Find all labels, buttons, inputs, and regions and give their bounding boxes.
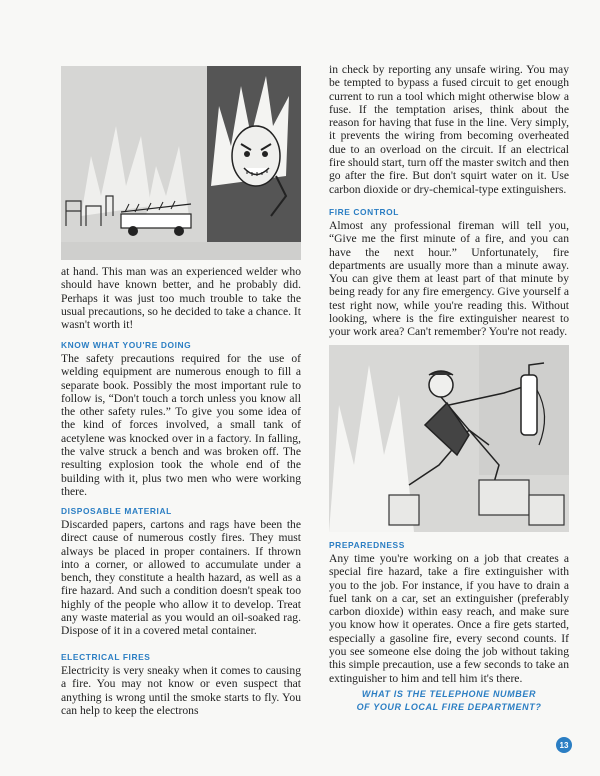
continued-paragraph: in check by reporting any unsafe wiring. You may be tempted to bypass a fused circuit to get enough current to run a tool which might otherwise blow a fuse. If the temptation arises, think about the reason for having that fuse in the line. Very simply, it prevents the wiring from becoming overheated due to an overload on the circuit. If an electrical fire should start, turn off the master switch and then go after the fire. But don't squirt water on it. Use carbon dioxide or dry-chemical-type extinguishers. — [329, 63, 569, 196]
intro-paragraph: at hand. This man was an experienced welder who should have known better, and he probably did. Perhaps it was just too much trouble to take the usual precautions, so he decided to take a chance. It wasn't worth it! — [61, 265, 301, 332]
section-body-fire-control: Almost any professional fireman will tell you, “Give me the first minute of a fire, and you can have the next hour.” Unfortunately, fire departments are usually more than a minute away. You can give them at least part of that minute by being ready for any fire emergency. Give yourself a test right now, while you're reading this. Without looking, where is the fire extinguisher nearest to your work area? Can't remember? You're not ready. — [329, 219, 569, 339]
section-heading-know-what: KNOW WHAT YOU'RE DOING — [61, 340, 192, 350]
fire-monster-drawing — [61, 66, 301, 260]
extinguisher-drawing — [329, 345, 569, 532]
question-line-2: OF YOUR LOCAL FIRE DEPARTMENT? — [356, 702, 542, 712]
section-heading-preparedness: PREPAREDNESS — [329, 540, 405, 550]
extinguisher-illustration — [329, 345, 569, 532]
question-line-1: WHAT IS THE TELEPHONE NUMBER — [361, 689, 537, 699]
section-heading-disposable: DISPOSABLE MATERIAL — [61, 506, 172, 516]
section-body-electrical: Electricity is very sneaky when it comes to causing a fire. You may not know or even suspect that anything is wrong until the smoke starts to fly. You can help to keep the electrons — [61, 664, 301, 717]
fire-monster-illustration — [61, 66, 301, 260]
page-number: 13 — [559, 740, 569, 750]
page-number-badge — [556, 737, 572, 753]
section-body-know-what: The safety precautions required for the use of welding equipment are numerous enough to fill a separate book. Possibly the most important rule to follow is, “Don't touch a torch unless you know all the other safety rules.” To give you some idea of the kind of forces involved, a small tank of acetylene was knocked over in a factory. In falling, the valve struck a bench and was broken off. The resulting explosion took the whole end of the building with it, plus two men who were working there. — [61, 352, 301, 498]
section-heading-fire-control: FIRE CONTROL — [329, 207, 400, 217]
section-body-disposable: Discarded papers, cartons and rags have been the direct cause of numerous costly fires. They must always be placed in proper containers. If thrown into a corner, or allowed to accumulate under a bench, they constitute a health hazard, as well as a fire hazard. And such a condition doesn't speak too highly of the people who allow it to develop. Treat any waste material as you would an oil-soaked rag. Dispose of it in a covered metal container. — [61, 518, 301, 638]
section-heading-electrical: ELECTRICAL FIRES — [61, 652, 151, 662]
section-body-preparedness: Any time you're working on a job that creates a special fire hazard, take a fire extinguisher with you to the job. For instance, if you have to drain a fuel tank on a car, set an extinguisher (preferably carbon dioxide) within easy reach, and make sure you know how it operates. Once a fire gets started, especially a gasoline fire, every second counts. If you see someone else doing the job without taking this simple precaution, use a few seconds to take an extinguisher to him and tell him it's there. — [329, 552, 569, 685]
